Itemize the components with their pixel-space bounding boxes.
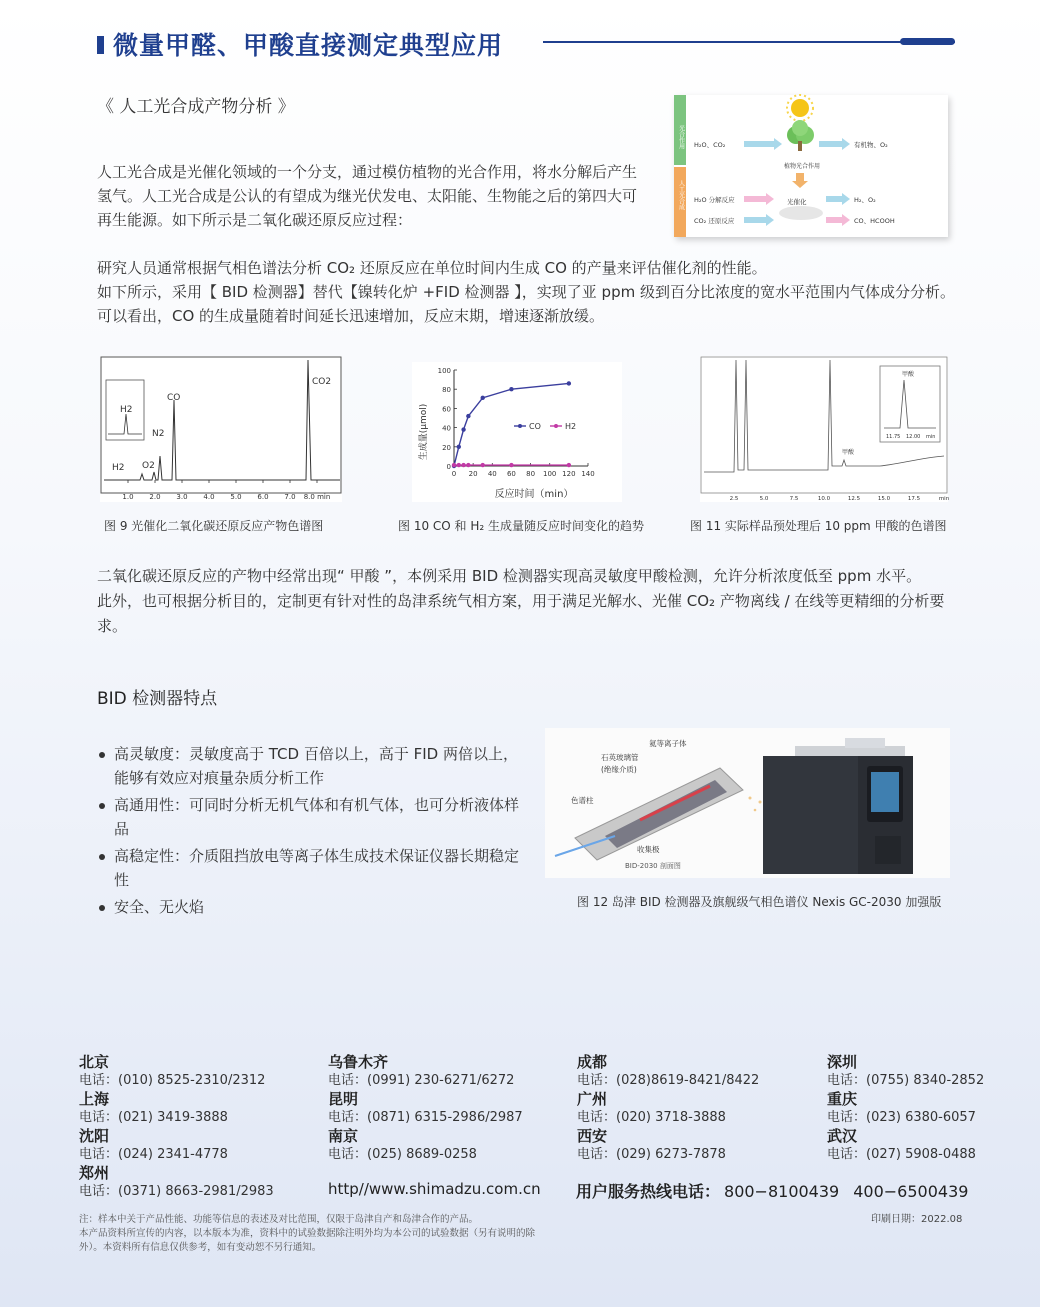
fig9-xtick-label: 5.0: [230, 493, 242, 501]
formic-acid-paragraph-line1: 二氧化碳还原反应的产物中经常出现“ 甲酸 ”，本例采用 BID 检测器实现高灵敏度甲酸检测，允许分析浓度低至 ppm 水平。: [97, 567, 922, 585]
data-point-H2: [509, 463, 513, 467]
diagram-arrow-1: [744, 138, 782, 150]
contact-phone: 电话：(029) 6273-7878: [577, 1146, 726, 1162]
fig10-xtick-label: 140: [581, 470, 595, 478]
sun-icon: [787, 95, 813, 121]
contact-column-2: [328, 1053, 523, 1164]
figure-12-instrument-image: [545, 728, 950, 878]
fig11-xtick-label: 10.0: [817, 496, 831, 502]
diagram-row1-right: 有机物、O₂: [854, 141, 888, 149]
intro-paragraph: 人工光合成是光催化领域的一个分支，通过模仿植物的光合作用，将水分解后产生氢气。人工光合成是公认的有望成为继光伏发电、太阳能、生物能之后的第四大可再生能源。如下所示是二氧化碳还原反应过程：: [97, 163, 638, 229]
contact-phone: 电话：(021) 3419-3888: [79, 1109, 228, 1125]
fig10-ytick-label: 20: [442, 443, 451, 452]
fig9-label-co2: CO2: [312, 377, 332, 387]
hotline-number-2: 400−6500439: [853, 1182, 969, 1201]
fig12-label-plasma: 氦等离子体: [649, 739, 687, 748]
diagram-arrow-3: [744, 193, 774, 205]
figure-10-line-chart: [412, 362, 622, 502]
list-item: 高稳定性：介质阻挡放电等离子体生成技术保证仪器长期稳定性: [97, 844, 527, 892]
disclaimer-footnote: [79, 1213, 549, 1255]
fig11-xtick-label: 7.5: [789, 496, 799, 502]
data-point-H2: [481, 463, 485, 467]
fig9-xtick-label: 4.0: [203, 493, 215, 501]
legend-marker-H2: [554, 424, 558, 428]
hotline-label: 用户服务热线电话：: [576, 1182, 721, 1201]
method-paragraph-line1: 研究人员通常根据气相色谱法分析 CO₂ 还原反应在单位时间内生成 CO 的产量来评估催化剂的性能。: [97, 259, 767, 277]
diagram-row2-left: H₂O 分解反应: [694, 196, 735, 204]
data-point-H2: [452, 463, 456, 467]
contact-city: 昆明: [328, 1090, 359, 1108]
fig9-xtick-label: 1.0: [122, 493, 134, 501]
fig10-xtick-label: 60: [506, 470, 516, 478]
diagram-down-arrow: [792, 173, 808, 188]
contact-phone: 电话：(0871) 6315-2986/2987: [328, 1109, 523, 1125]
fig11-xtick-label: 17.5: [907, 496, 921, 502]
contact-city: 南京: [328, 1127, 359, 1145]
series-line-CO: [454, 383, 569, 466]
diagram-arrow-5: [744, 214, 774, 226]
figure-9-caption: 图 9 光催化二氧化碳还原反应产物色谱图: [104, 519, 324, 533]
contact-column-4: [827, 1053, 984, 1164]
diagram-row3-right: CO、HCOOH: [854, 217, 895, 225]
contact-city: 上海: [79, 1090, 110, 1108]
page-title: 微量甲醛、甲酸直接测定典型应用: [113, 31, 504, 60]
data-point-CO: [567, 381, 571, 385]
contact-phone: 电话：(0755) 8340-2852: [827, 1072, 985, 1088]
data-point-H2: [457, 463, 461, 467]
fig10-xlabel: 反应时间（min）: [494, 489, 574, 500]
fig10-ytick-label: 100: [437, 367, 451, 375]
bid-feature-list: [97, 742, 527, 922]
figure-9-chromatogram: [100, 356, 342, 502]
fig9-xtick-label: 6.0: [257, 493, 269, 501]
fig10-ytick-label: 60: [442, 405, 451, 414]
contact-column-3: [577, 1053, 759, 1164]
data-point-H2: [466, 463, 470, 467]
list-item: 高通用性：可同时分析无机气体和有机气体，也可分析液体样品: [97, 793, 527, 841]
fig11-xtick-label: min: [938, 496, 950, 502]
contact-phone: 电话：(020) 3718-3888: [577, 1109, 726, 1125]
fig10-xtick-label: 20: [468, 470, 478, 478]
contact-phone: 电话：(010) 8525-2310/2312: [79, 1072, 266, 1088]
contact-phone: 电话：(0371) 8663-2981/2983: [79, 1183, 274, 1199]
contact-city: 北京: [79, 1053, 110, 1071]
fig11-xtick-label: 2.5: [729, 496, 739, 502]
diagram-row2-right: H₂、O₂: [854, 196, 876, 204]
fig10-xtick-label: 120: [562, 470, 576, 478]
contact-phone: 电话：(023) 6380-6057: [827, 1109, 976, 1125]
data-point-H2: [461, 463, 465, 467]
print-date: 印刷日期：2022.08: [871, 1214, 963, 1225]
fig9-label-h2-inset: H2: [120, 405, 133, 415]
diagram-arrow-6: [826, 214, 850, 226]
fig12-label-column: 色谱柱: [571, 796, 594, 805]
data-point-CO: [461, 427, 465, 431]
method-paragraph: [97, 256, 967, 328]
photosynthesis-diagram: [674, 95, 948, 237]
contact-city: 成都: [577, 1053, 608, 1071]
diagram-arrow-2: [819, 138, 850, 150]
fig11-inset-xtick-2: 12.00: [906, 434, 921, 440]
fig9-xtick-label: 8.0 min: [303, 493, 331, 501]
fig12-label-section: BID-2030 剖面图: [625, 862, 681, 870]
data-point-CO: [509, 387, 513, 391]
contact-phone: 电话：(024) 2341-4778: [79, 1146, 228, 1162]
figure-11-chromatogram: [700, 356, 948, 502]
fig10-xtick-label: 0: [451, 470, 457, 478]
contact-phone: 电话：(025) 8689-0258: [328, 1146, 477, 1162]
service-hotline: [576, 1179, 982, 1202]
contact-city: 西安: [577, 1127, 608, 1145]
fig10-xtick-label: 80: [526, 470, 536, 478]
legend-label-H2: H2: [565, 422, 577, 431]
diagram-side-bottom: 人工光合成: [677, 180, 685, 210]
figure-11-caption: 图 11 实际样品预处理后 10 ppm 甲酸的色谱图: [690, 519, 947, 533]
data-point-H2: [567, 463, 571, 467]
diagram-row1-left: H₂O、CO₂: [694, 141, 726, 149]
legend-marker-CO: [518, 424, 522, 428]
fig12-label-quartz: 石英玻璃管: [601, 753, 639, 762]
diagram-row2-mid: 光催化: [787, 198, 807, 206]
fig9-xtick-label: 3.0: [176, 493, 188, 501]
fig11-xtick-label: 12.5: [847, 496, 861, 502]
fig9-label-n2: N2: [152, 429, 165, 439]
fig11-inset-label: 甲酸: [902, 371, 915, 378]
contact-city: 武汉: [827, 1127, 858, 1145]
fig9-label-h2: H2: [112, 463, 125, 473]
fig12-label-collector: 收集极: [637, 845, 660, 854]
fig10-xtick-label: 100: [543, 470, 557, 478]
website-link[interactable]: http//www.shimadzu.com.cn: [328, 1180, 541, 1198]
fig12-label-insulator: (绝缘介质): [601, 765, 637, 774]
fig10-xtick-label: 40: [487, 470, 497, 478]
footnote-line-2: 本产品资料所宣传的内容，以本版本为准，资料中的试验数据除注明外均为本公司的试验数据（另有说明的除外）。本资料所有信息仅供参考，如有变动恕不另行通知。: [79, 1228, 536, 1253]
title-accent-bar: [97, 36, 104, 54]
list-item: 安全、无火焰: [97, 895, 527, 919]
fig10-ytick-label: 0: [446, 463, 451, 471]
contact-column-1: [79, 1053, 274, 1201]
fig11-xtick-label: 15.0: [877, 496, 891, 502]
formic-acid-paragraph-line2: 此外，也可根据分析目的，定制更有针对性的岛津系统气相方案，用于满足光解水、光催 CO₂ 产物离线 / 在线等更精细的分析要求。: [97, 592, 945, 635]
fig10-ylabel: 生成量(μmol): [419, 403, 429, 461]
figure-12-caption: 图 12 岛津 BID 检测器及旗舰级气相色谱仪 Nexis GC-2030 加强版: [577, 895, 942, 909]
contact-city: 深圳: [827, 1053, 858, 1071]
formic-acid-paragraph: [97, 564, 967, 639]
tree-icon: [787, 120, 814, 151]
fig10-ytick-label: 80: [442, 386, 451, 395]
title-divider-line: [543, 41, 955, 43]
fig11-peak-label: 甲酸: [842, 449, 855, 456]
gc-instrument: [763, 738, 913, 874]
fig11-inset-xtick-1: 11.75: [886, 434, 901, 440]
diagram-middle-label: 植物光合作用: [784, 163, 821, 170]
contact-city: 重庆: [827, 1090, 858, 1108]
contact-phone: 电话：(028)8619-8421/8422: [577, 1072, 760, 1088]
method-paragraph-line2: 如下所示，采用【 BID 检测器】替代【镍转化炉 +FID 检测器 】，实现了亚 ppm 级到百分比浓度的宽水平范围内气体成分分析。可以看出，CO 的生成量随着时间延长迅速增加，反应末期，增速逐渐放缓。: [97, 283, 955, 325]
catalyst-plate-icon: [779, 206, 823, 220]
data-point-CO: [481, 396, 485, 400]
contact-phone: 电话：(027) 5908-0488: [827, 1146, 976, 1162]
fig9-label-o2: O2: [142, 461, 155, 471]
contact-city: 郑州: [79, 1164, 110, 1182]
fig9-xtick-label: 7.0: [284, 493, 296, 501]
diagram-arrow-4: [826, 193, 850, 205]
hotline-number-1: 800−8100439: [724, 1182, 840, 1201]
fig9-xtick-label: 2.0: [149, 493, 161, 501]
fig9-label-co: CO: [167, 393, 181, 403]
footnote-line-1: 注：样本中关于产品性能、功能等信息的表述及对比范围，仅限于岛津自产和岛津合作的产品。: [79, 1214, 479, 1225]
section-title-bid-features: BID 检测器特点: [97, 689, 218, 709]
diagram-row3-left: CO₂ 还原反应: [694, 217, 735, 225]
legend-label-CO: CO: [529, 422, 541, 431]
contact-city: 沈阳: [79, 1127, 110, 1145]
fig11-inset-xtick-3: min: [926, 434, 936, 440]
section-title-photosynthesis: 《 人工光合成产物分析 》: [97, 97, 295, 117]
contact-phone: 电话：(0991) 230-6271/6272: [328, 1072, 515, 1088]
contact-city: 乌鲁木齐: [328, 1053, 389, 1071]
fig10-ytick-label: 40: [442, 424, 451, 433]
data-point-CO: [457, 445, 461, 449]
list-item: 高灵敏度：灵敏度高于 TCD 百倍以上，高于 FID 两倍以上，能够有效应对痕量杂质分析工作: [97, 742, 527, 790]
contact-city: 广州: [577, 1090, 608, 1108]
fig11-xtick-label: 5.0: [759, 496, 769, 502]
diagram-side-top: 光合作用: [677, 125, 685, 149]
data-point-CO: [466, 414, 470, 418]
figure-10-caption: 图 10 CO 和 H₂ 生成量随反应时间变化的趋势: [398, 519, 645, 533]
title-divider-cap: [900, 38, 955, 45]
